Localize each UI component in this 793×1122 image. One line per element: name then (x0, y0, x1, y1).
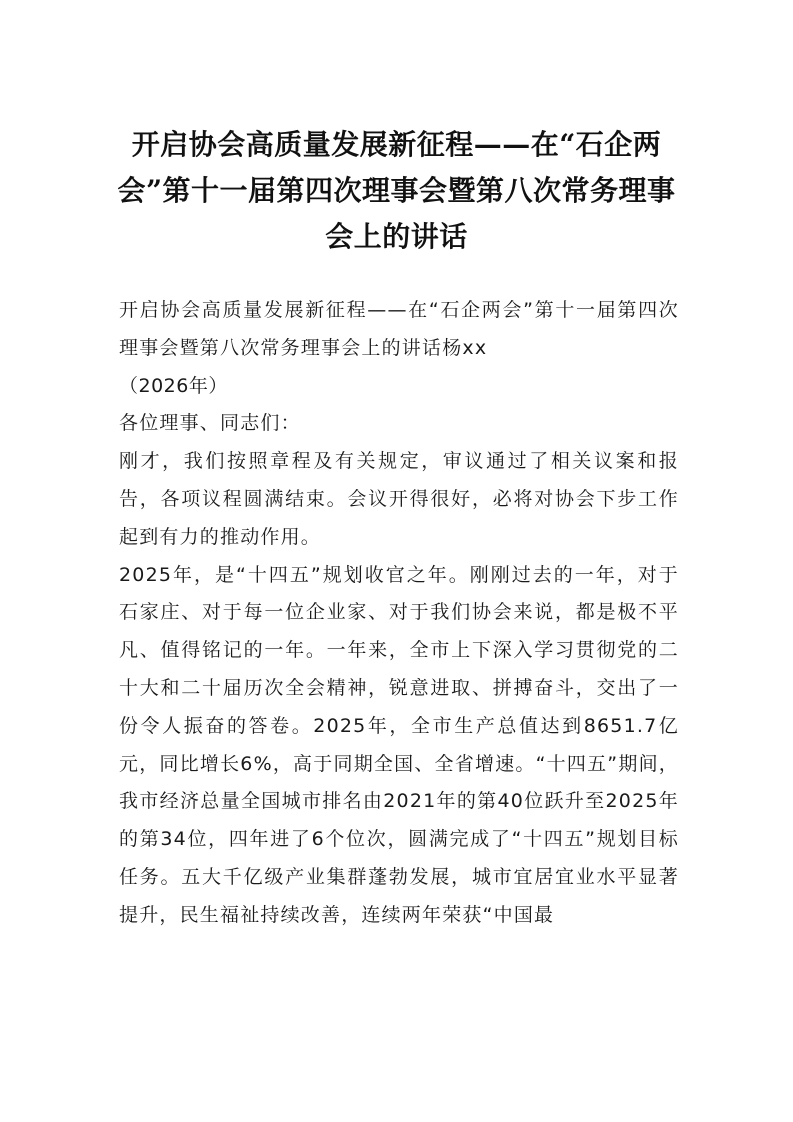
paragraph-review: 2025年，是“十四五”规划收官之年。刚刚过去的一年，对于石家庄、对于每一位企业家、对于我们协会来说，都是极不平凡、值得铭记的一年。一年来，全市上下深入学习贯彻党的二十大和二十届历次全会精神，锐意进取、拼搏奋斗，交出了一份令人振奋的答卷。2025年，全市生产总值达到8651.7亿元，同比增长6%，高于同期全国、全省增速。“十四五”期间，我市经济总量全国城市排名由2021年的第40位跃升至2025年的第34位，四年进了6个位次，圆满完成了“十四五”规划目标任务。五大千亿级产业集群蓬勃发展，城市宜居宜业水平显著提升，民生福祉持续改善，连续两年荣获“中国最 (119, 563, 679, 926)
document-title: 开启协会高质量发展新征程——在“石企两会”第十一届第四次理事会暨第八次常务理事会上的讲话 (117, 128, 676, 253)
paragraph-year: （2026年） (119, 374, 228, 397)
document-body (119, 292, 679, 935)
paragraph-opening: 刚才，我们按照章程及有关规定，审议通过了相关议案和报告，各项议程圆满结束。会议开得很好，必将对协会下步工作起到有力的推动作用。 (119, 450, 679, 548)
paragraph-salutation: 各位理事、同志们： (119, 412, 301, 435)
paragraph-subtitle: 开启协会高质量发展新征程——在“石企两会”第十一届第四次理事会暨第八次常务理事会上的讲话杨xx (119, 299, 679, 359)
